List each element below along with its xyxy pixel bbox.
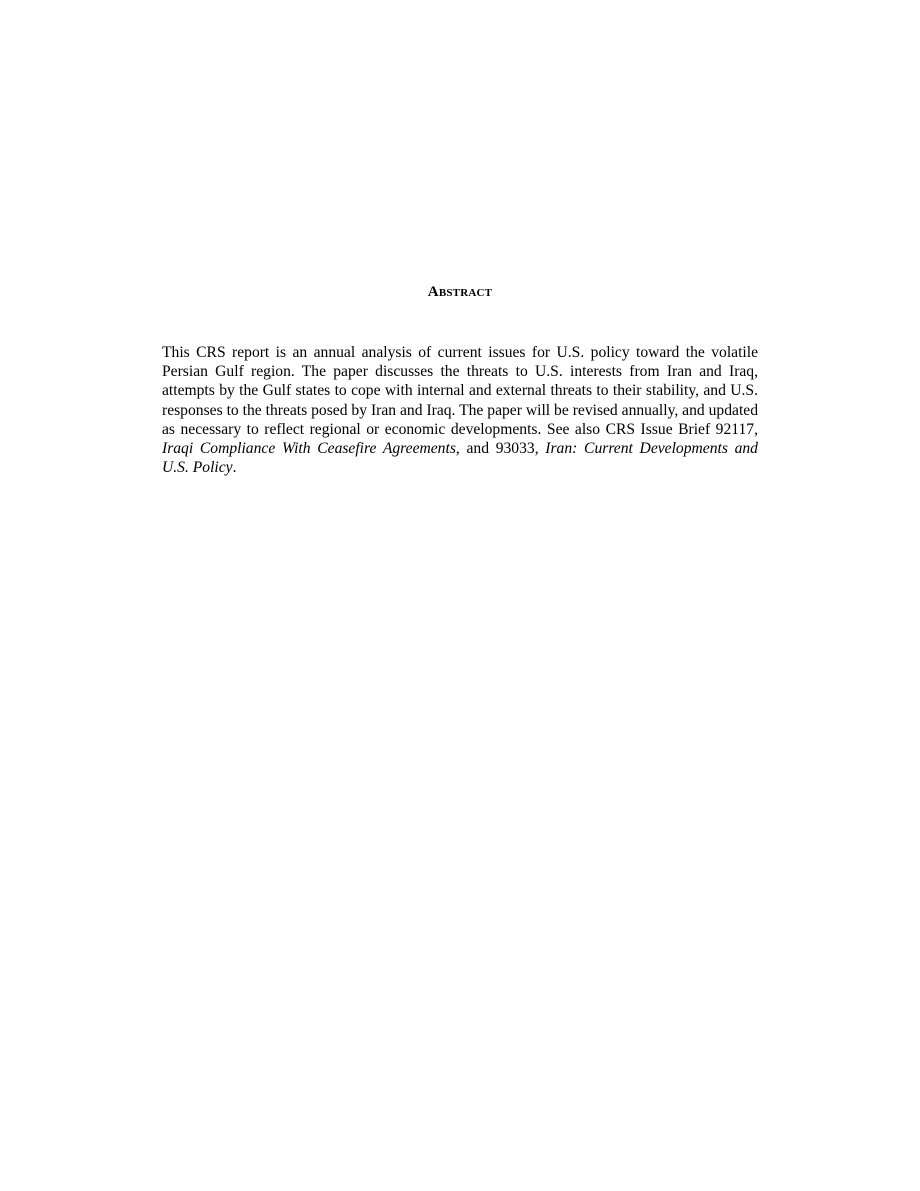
abstract-text-1: This CRS report is an annual analysis of current issues for U.S. policy toward the volatile Persian Gulf region. The paper discusses the threats to U.S. interests from Iran and Iraq, attempts by the Gulf states to cope with internal and external threats to their stability, and U.S. responses to the threats posed by Iran and Iraq. The paper will be revised annually, and updated as necessary to reflect regional or economic developments. See also CRS Issue Brief 92117, xyxy=(162,344,758,438)
abstract-text-2: , and 93033, xyxy=(455,440,546,458)
issue-brief-title-iraq: Iraqi Compliance With Ceasefire Agreements xyxy=(162,440,456,458)
abstract-paragraph xyxy=(162,343,758,477)
issue-brief-title-iran: Iran: Current Developments and U.S. Policy xyxy=(162,440,758,477)
abstract-heading: Abstract xyxy=(427,284,493,300)
abstract-text-3: . xyxy=(232,459,237,477)
abstract-body xyxy=(162,343,758,477)
